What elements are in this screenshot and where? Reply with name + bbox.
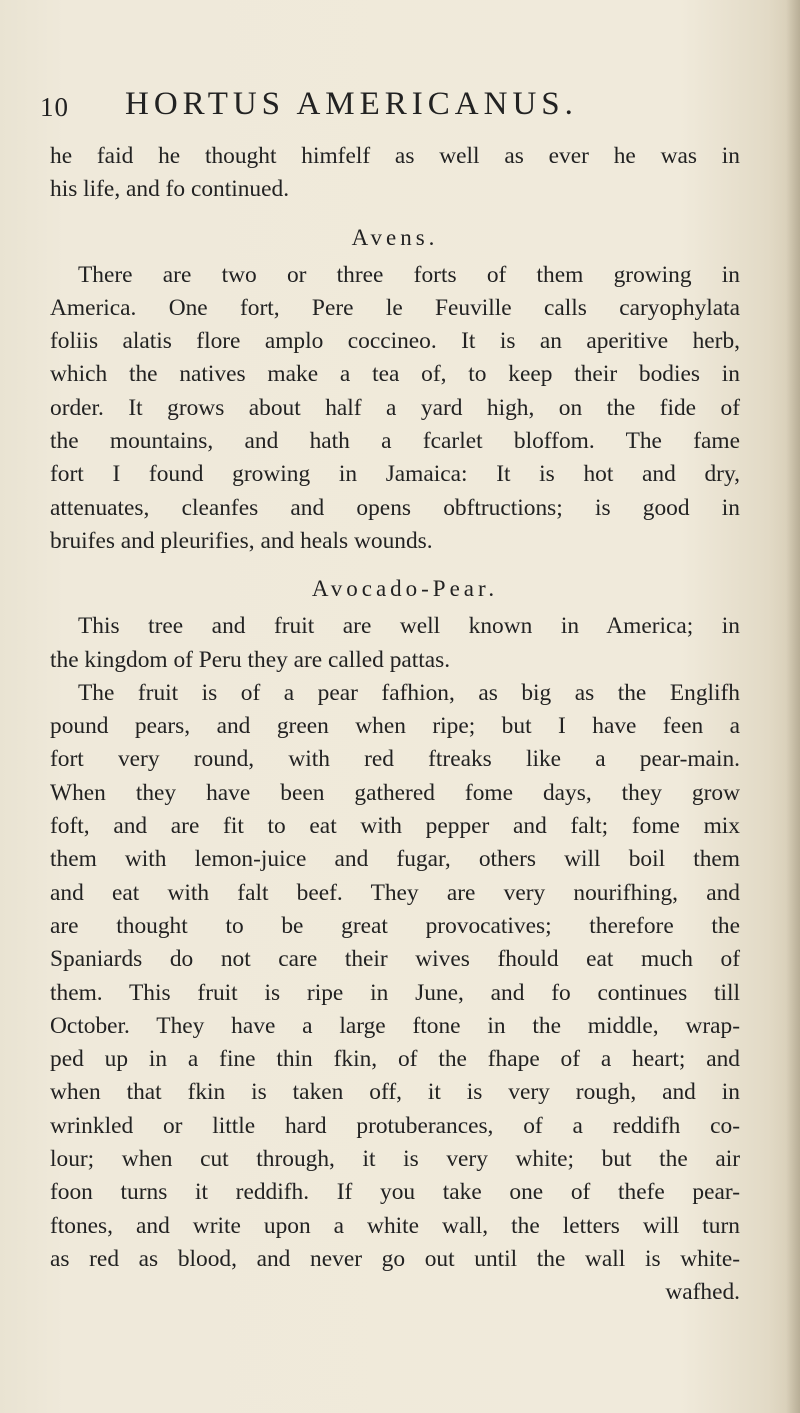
avocado-line: When they have been gathered fome days, they grow	[50, 779, 740, 806]
avocado-line: October. They have a large ftone in the middle, wrap-	[50, 1012, 740, 1039]
avens-line: which the natives make a tea of, to keep their bodies in	[50, 361, 740, 388]
intro-line: he faid he thought himfelf as well as ever he was in	[50, 143, 740, 169]
text-block	[50, 140, 740, 1310]
avens-line: bruifes and pleurifies, and heals wounds.	[50, 527, 433, 554]
avocado-line: the kingdom of Peru they are called pattas.	[50, 646, 451, 673]
avocado-line: wrinkled or little hard protuberances, of a reddifh co-	[50, 1112, 740, 1139]
avocado-line: ped up in a fine thin fkin, of the fhape of a heart; and	[50, 1046, 740, 1073]
avocado-line: them with lemon-juice and fugar, others will boil them	[50, 846, 740, 873]
avens-line: the mountains, and hath a fcarlet bloffom. The fame	[50, 428, 740, 455]
avocado-line: foon turns it reddifh. If you take one of thefe pear-	[50, 1179, 740, 1206]
avens-line: fort I found growing in Jamaica: It is hot and dry,	[50, 461, 740, 488]
avocado-line: lour; when cut through, it is very white; but the air	[50, 1146, 740, 1173]
page-edge-shadow	[786, 0, 800, 1413]
avocado-line: wafhed.	[665, 1279, 740, 1306]
avens-line: order. It grows about half a yard high, on the fide of	[50, 394, 740, 421]
avens-line: There are two or three forts of them growing in	[78, 261, 740, 288]
avocado-line: pound pears, and green when ripe; but I have feen a	[50, 713, 740, 740]
avocado-line: Spaniards do not care their wives fhould eat much of	[50, 946, 740, 973]
spacer	[50, 558, 740, 568]
avocado-line: This tree and fruit are well known in America; in	[78, 613, 740, 640]
avocado-line: ftones, and write upon a white wall, the letters will turn	[50, 1212, 740, 1239]
avens-line: America. One fort, Pere le Feuville calls caryophylata	[50, 294, 740, 321]
running-head	[40, 86, 660, 126]
avocado-line: when that fkin is taken off, it is very rough, and in	[50, 1079, 740, 1106]
page-number: 10	[40, 92, 69, 122]
avocado-line: The fruit is of a pear fafhion, as big as the Englifh	[78, 679, 740, 706]
avocado-line: foft, and are fit to eat with pepper and falt; fome mix	[50, 813, 740, 840]
intro-line: his life, and fo continued.	[50, 176, 290, 203]
avens-line: attenuates, cleanfes and opens obftructions; is good in	[50, 494, 740, 521]
avocado-line: are thought to be great provocatives; therefore the	[50, 912, 740, 939]
section-heading-avens: Avens.	[351, 224, 439, 250]
section-heading-avocado-pear: Avocado-Pear.	[311, 576, 499, 602]
running-title: HORTUS AMERICANUS.	[125, 86, 578, 122]
avocado-line: them. This fruit is ripe in June, and fo continues till	[50, 979, 740, 1006]
avocado-line: as red as blood, and never go out until the wall is white-	[50, 1245, 740, 1272]
avocado-line: and eat with falt beef. They are very nourifhing, and	[50, 879, 740, 906]
avens-line: foliis alatis flore amplo coccineo. It is an aperitive herb,	[50, 328, 740, 355]
avocado-line: fort very round, with red ftreaks like a pear-main.	[50, 746, 740, 773]
spacer	[50, 207, 740, 217]
